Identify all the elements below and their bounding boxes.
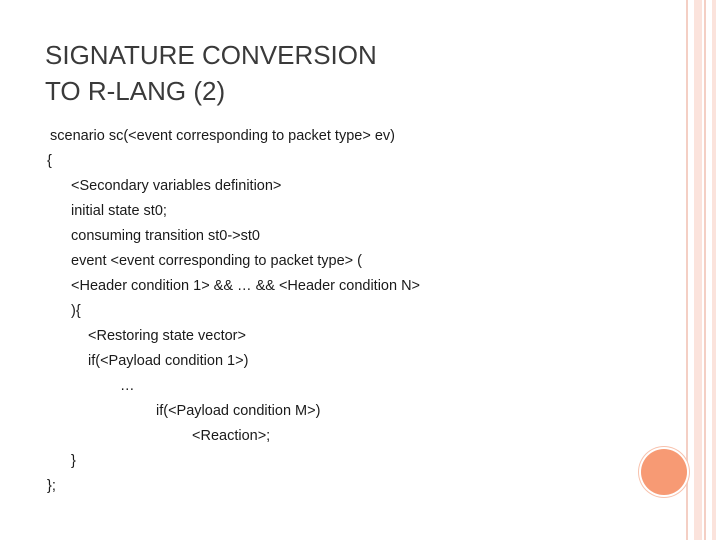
code-line: <Secondary variables definition> <box>71 178 282 194</box>
slide-title-line-2: TO R-LANG (2) <box>45 76 226 106</box>
slide-title-line-1: SIGNATURE CONVERSION <box>45 40 377 70</box>
code-line: <Reaction>; <box>192 428 271 444</box>
decorative-stripe <box>694 0 702 540</box>
code-line: <Restoring state vector> <box>88 328 246 344</box>
code-line: scenario sc(<event corresponding to packet type> ev) <box>50 128 395 144</box>
code-line: <Header condition 1> && … && <Header condition N> <box>71 278 421 294</box>
code-line: … <box>120 378 135 394</box>
slide-title <box>45 37 645 109</box>
decorative-stripe <box>712 0 716 540</box>
code-line: } <box>71 453 76 469</box>
decorative-stripe <box>686 0 688 540</box>
code-line: initial state st0; <box>71 203 167 219</box>
code-line: if(<Payload condition 1>) <box>88 353 249 369</box>
decorative-circle <box>641 449 687 495</box>
code-line: ){ <box>71 303 81 319</box>
code-line: if(<Payload condition M>) <box>156 403 321 419</box>
code-line: }; <box>47 478 56 494</box>
decorative-stripe <box>704 0 706 540</box>
code-line: consuming transition st0->st0 <box>71 228 260 244</box>
code-line: event <event corresponding to packet type> ( <box>71 253 362 269</box>
code-line: { <box>47 153 52 169</box>
